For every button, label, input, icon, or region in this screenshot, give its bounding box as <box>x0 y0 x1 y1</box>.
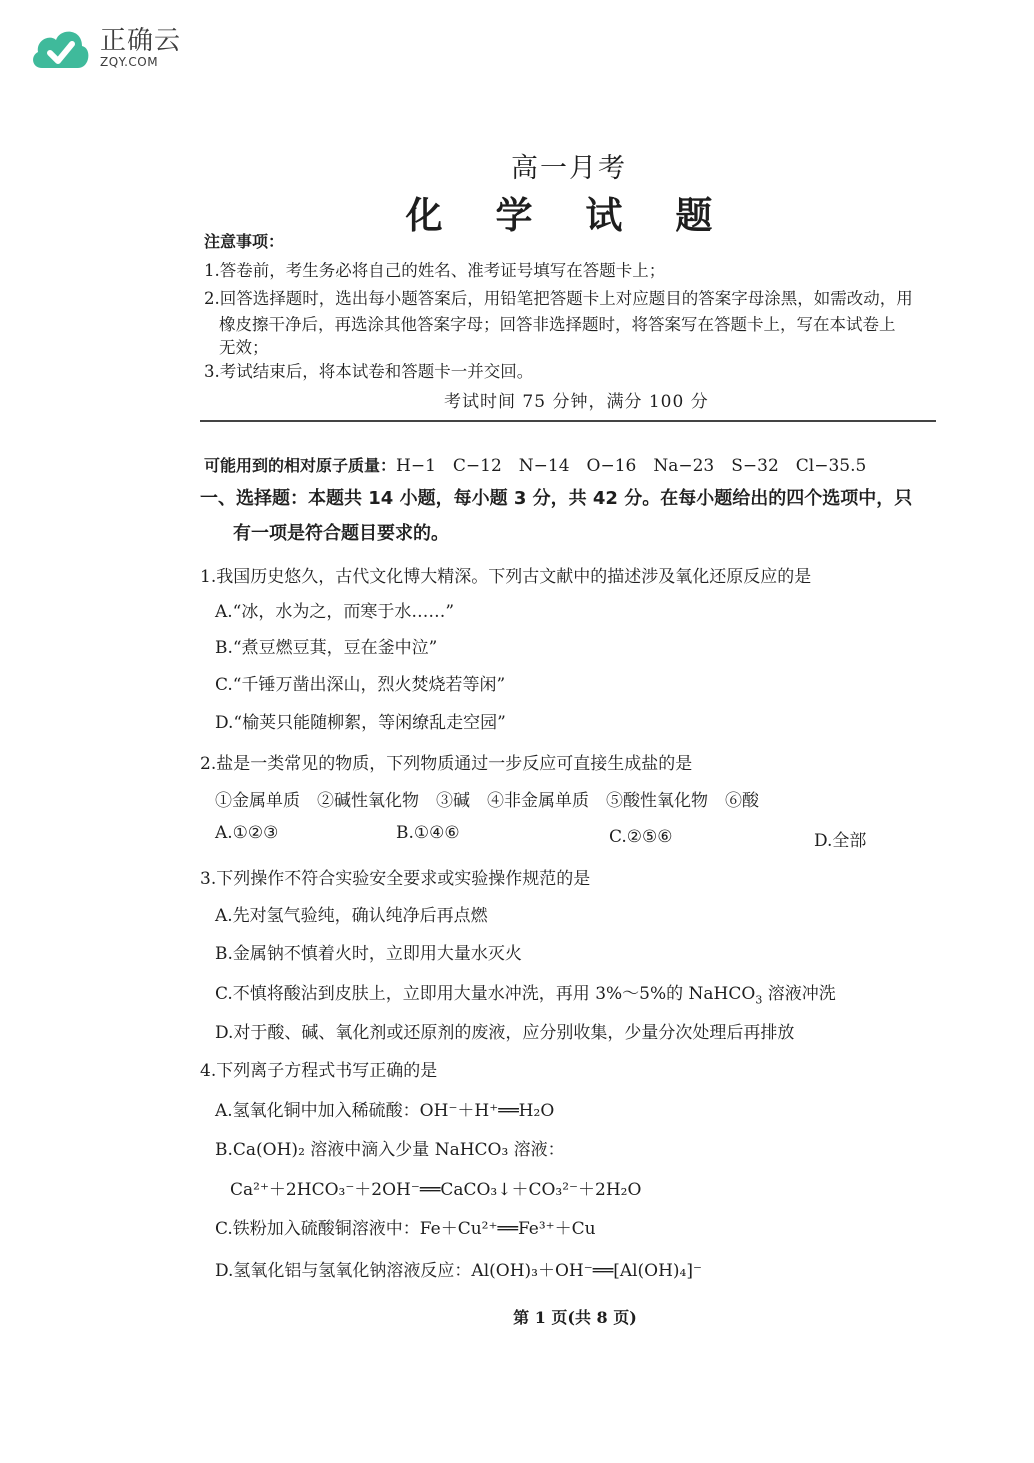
logo-domain: ZQY.COM <box>100 55 159 69</box>
question-4-stem: 4.下列离子方程式书写正确的是 <box>200 1061 438 1081</box>
question-2-option-d: D.全部 <box>814 831 867 851</box>
question-2-option-a: A.①②③ <box>215 823 279 843</box>
logo <box>28 20 181 76</box>
question-3-option-c <box>215 979 836 1006</box>
question-2-stem: 2.盐是一类常见的物质，下列物质通过一步反应可直接生成盐的是 <box>200 754 693 774</box>
cloud-check-icon <box>28 20 92 76</box>
notice-line-2-cont: 橡皮擦干净后，再选涂其他答案字母；回答非选择题时，将答案写在答题卡上，写在本试卷上 <box>219 315 896 334</box>
question-1-option-a: A.“冰，水为之，而寒于水……” <box>215 602 455 622</box>
atomic-masses <box>204 451 866 476</box>
section-heading: 一、选择题：本题共 14 小题，每小题 3 分，共 42 分。在每小题给出的四个选项中，只 <box>200 488 913 509</box>
question-4-option-d: D.氢氧化铝与氢氧化钠溶液反应：Al(OH)₃＋OH⁻══[Al(OH)₄]⁻ <box>215 1261 702 1281</box>
question-3-option-c-end: 溶液冲洗 <box>762 984 836 1004</box>
question-3-option-d: D.对于酸、碱、氧化剂或还原剂的废液，应分别收集，少量分次处理后再排放 <box>215 1023 795 1043</box>
section-heading-cont: 有一项是符合题目要求的。 <box>233 523 449 544</box>
notice-line-2: 2.回答选择题时，选出每小题答案后，用铅笔把答题卡上对应题目的答案字母涂黑，如需改动，用 <box>204 289 913 308</box>
exam-subtitle: 高一月考 <box>511 153 627 184</box>
question-3-stem: 3.下列操作不符合实验安全要求或实验操作规范的是 <box>200 869 591 889</box>
question-3-option-a: A.先对氢气验纯，确认纯净后再点燃 <box>215 906 488 926</box>
logo-name: 正确云 <box>100 26 182 56</box>
subscript: 3 <box>755 993 763 1007</box>
question-1-option-d: D.“榆荚只能随柳絮，等闲缭乱走空园” <box>215 713 506 733</box>
atomic-masses-values: H−1 C−12 N−14 O−16 Na−23 S−32 Cl−35.5 <box>396 456 867 476</box>
question-4-option-b-equation: Ca²⁺＋2HCO₃⁻＋2OH⁻══CaCO₃↓＋CO₃²⁻＋2H₂O <box>230 1180 642 1200</box>
question-4-option-b: B.Ca(OH)₂ 溶液中滴入少量 NaHCO₃ 溶液： <box>215 1140 565 1160</box>
notice-line-1: 1.答卷前，考生务必将自己的姓名、准考证号填写在答题卡上； <box>204 261 666 280</box>
question-1-option-b: B.“煮豆燃豆萁，豆在釜中泣” <box>215 638 438 658</box>
question-2-option-c: C.②⑤⑥ <box>609 827 673 847</box>
question-2-items: ①金属单质 ②碱性氧化物 ③碱 ④非金属单质 ⑤酸性氧化物 ⑥酸 <box>215 791 759 811</box>
notice-title: 注意事项： <box>204 232 285 251</box>
notice-line-3: 3.考试结束后，将本试卷和答题卡一并交回。 <box>204 362 534 381</box>
question-1-option-c: C.“千锤万凿出深山，烈火焚烧若等闲” <box>215 675 506 695</box>
divider <box>200 420 936 422</box>
question-4-option-a: A.氢氧化铜中加入稀硫酸：OH⁻＋H⁺══H₂O <box>215 1101 555 1121</box>
question-3-option-c-text: C.不慎将酸沾到皮肤上，立即用大量水冲洗，再用 3%～5%的 NaHCO <box>215 984 756 1004</box>
question-4-option-c: C.铁粉加入硫酸铜溶液中：Fe＋Cu²⁺══Fe³⁺＋Cu <box>215 1219 596 1239</box>
exam-time: 考试时间 75 分钟，满分 100 分 <box>444 392 709 412</box>
question-3-option-b: B.金属钠不慎着火时，立即用大量水灭火 <box>215 944 522 964</box>
question-2-option-b: B.①④⑥ <box>396 823 460 843</box>
page-footer: 第 1 页(共 8 页) <box>513 1308 637 1327</box>
notice-line-2-end: 无效； <box>219 338 269 357</box>
exam-title: 化 学 试 题 <box>405 193 733 237</box>
question-1-stem: 1.我国历史悠久，古代文化博大精深。下列古文献中的描述涉及氧化还原反应的是 <box>200 567 812 587</box>
atomic-masses-label: 可能用到的相对原子质量： <box>204 456 397 475</box>
